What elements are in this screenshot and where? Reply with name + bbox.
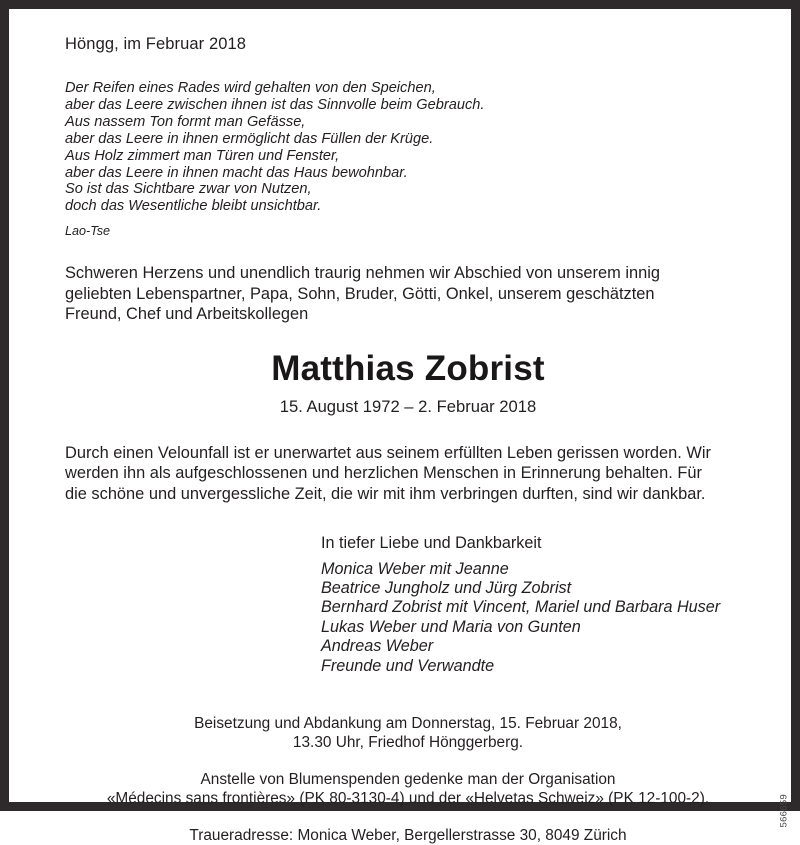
deceased-name: Matthias Zobrist <box>271 349 545 389</box>
service-details <box>65 714 751 845</box>
poem-line: aber das Leere in ihnen ermöglicht das Füllen der Krüge. <box>65 130 434 147</box>
announcement-paragraph: Schweren Herzens und unendlich traurig nehmen wir Abschied von unserem innig geliebten Lebenspartner, Papa, Sohn, Bruder, Götti, Onkel, unserem geschätzten Freund, Chef und Arbeitskollegen <box>65 264 660 324</box>
poem-line: doch das Wesentliche bleibt unsichtbar. <box>65 198 322 215</box>
survivors-list <box>321 560 751 676</box>
poem-line: aber das Leere in ihnen macht das Haus bewohnbar. <box>65 164 408 181</box>
poem-line: aber das Leere zwischen ihnen ist das Sinnvolle beim Gebrauch. <box>65 96 485 113</box>
poem-author: Lao-Tse <box>65 224 111 239</box>
poem-line: Der Reifen eines Rades wird gehalten von den Speichen, <box>65 80 436 96</box>
funeral-details <box>65 714 751 753</box>
place-and-date: Höngg, im Februar 2018 <box>65 35 247 53</box>
poem-quote <box>65 80 751 215</box>
donation-details <box>65 770 751 809</box>
survivor-line: Bernhard Zobrist mit Vincent, Mariel und Barbara Huser <box>321 598 721 617</box>
gratitude-block <box>321 534 751 676</box>
donation-line: Anstelle von Blumenspenden gedenke man der Organisation <box>200 770 616 788</box>
survivor-line: Lukas Weber und Maria von Gunten <box>321 617 581 636</box>
mourning-address <box>65 826 751 845</box>
address-line: Traueradresse: Monica Weber, Bergellerstrasse 30, 8049 Zürich <box>189 826 627 844</box>
deceased-name-block <box>65 351 751 417</box>
gratitude-title: In tiefer Liebe und Dankbarkeit <box>321 533 542 552</box>
donation-line: «Médecins sans frontières» (PK 80-3130-4) und der «Helvetas Schweiz» (PK 12-100-2). <box>106 790 710 808</box>
life-dates: 15. August 1972 – 2. Februar 2018 <box>279 396 537 416</box>
reference-number: 566659 <box>779 794 790 828</box>
survivor-line: Monica Weber mit Jeanne <box>321 559 509 578</box>
survivor-line: Beatrice Jungholz und Jürg Zobrist <box>321 578 572 597</box>
survivor-line: Freunde und Verwandte <box>321 656 495 675</box>
survivor-line: Andreas Weber <box>321 637 434 656</box>
poem-line: Aus Holz zimmert man Türen und Fenster, <box>65 147 340 164</box>
poem-line: Aus nassem Ton formt man Gefässe, <box>65 113 306 130</box>
funeral-line: Beisetzung und Abdankung am Donnerstag, 15. Februar 2018, <box>194 715 622 732</box>
funeral-line: 13.30 Uhr, Friedhof Hönggerberg. <box>292 734 524 752</box>
poem-line: So ist das Sichtbare zwar von Nutzen, <box>65 181 312 198</box>
tribute-paragraph: Durch einen Velounfall ist er unerwartet aus seinem erfüllten Leben gerissen worden. Wir werden ihn als aufgeschlossenen und herzlichen Menschen in Erinnerung behalten. Für die schöne und unvergessliche Zeit, die wir mit ihm verbringen durften, sind wir dankbar. <box>65 443 711 503</box>
